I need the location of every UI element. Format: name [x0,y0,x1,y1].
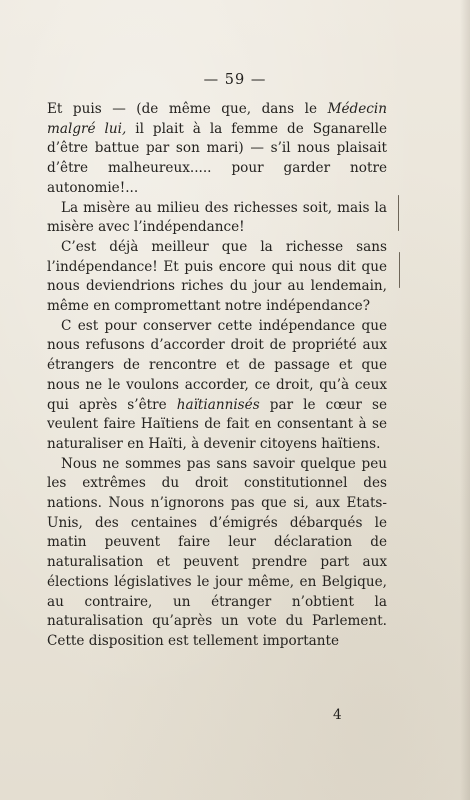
page-number: — 59 — [203,72,267,88]
text-segment: il plait à la femme de Sganarelle d’être battue par son mari) — s’il nous plaisait d’être malheureux..... pour garder notre autonomie!... [47,120,387,196]
paragraph-3 [47,238,387,317]
text-segment: par le cœur se veulent faire Haïtiens de fait en consentant à se naturaliser en Haïti, à devenir citoyens haïtiens. [47,396,387,452]
paragraph-2 [47,199,387,238]
body-text [47,100,387,652]
margin-pencil-mark [398,195,399,231]
text-segment: Nous ne sommes pas sans savoir quelque peu les extrêmes du droit constitutionnel des nations. Nous n’ignorons pas que si, aux Etats-Unis, des centaines d’émigrés débarqués le matin peuvent faire leur déclaration de naturalisation et peuvent prendre part aux élections législatives le jour même, en Belgique, au contraire, un étranger n’obtient la naturalisation qu’après un vote du Parlement. Cette disposition est tellement importante [47,455,387,649]
text-segment: Et puis — (de même que, dans le [47,101,328,117]
italic-word: haïtiannisés [176,396,260,413]
paragraph-1 [47,100,387,199]
italic-title: Médecin malgré lui, [47,101,387,137]
signature-mark: 4 [333,707,342,723]
paragraph-5 [47,455,387,652]
paragraph-4 [47,317,387,455]
margin-pencil-mark [399,252,400,288]
text-segment: C est pour conserver cette indépendance que nous refusons d’accorder droit de propriété aux étrangers de rencontre et de passage et que nous ne le voulons accorder, ce droit, qu’à ceux qui après s’être [47,317,387,413]
text-segment: C’est déjà meilleur que la richesse sans l’indépendance! Et puis encore qui nous dit que nous deviendrions riches du jour au lendemain, même en compromettant notre indépendance? [47,238,387,315]
text-segment: La misère au milieu des richesses soit, mais la misère avec l’indépendance! [47,199,387,236]
page-edge-shadow [460,0,470,800]
